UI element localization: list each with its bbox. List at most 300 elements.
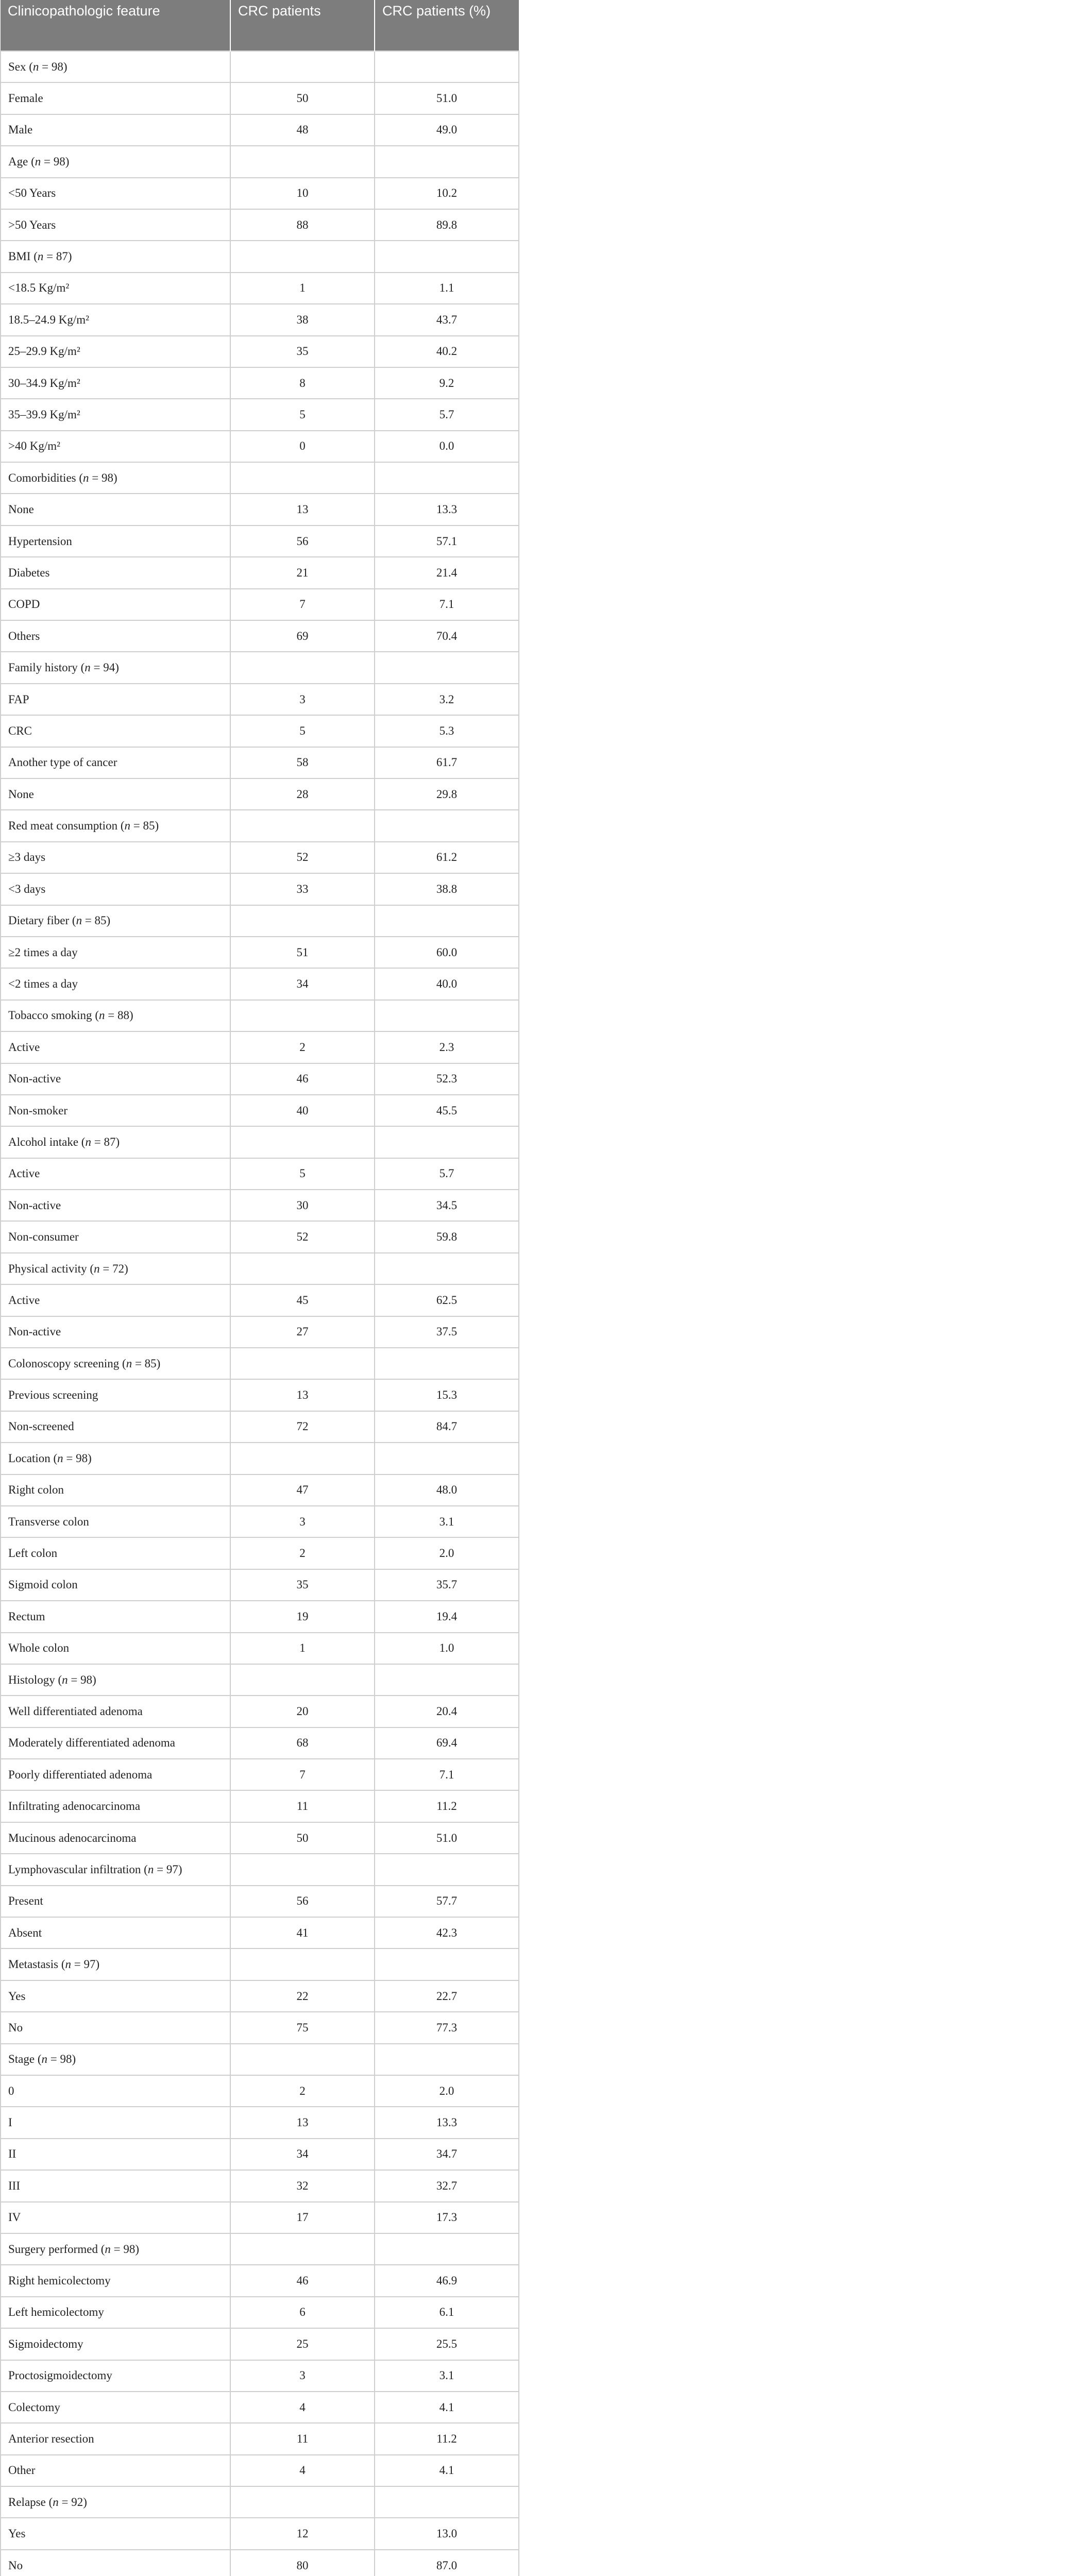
table-row bbox=[1, 873, 519, 905]
row-count: 50 bbox=[230, 82, 375, 114]
row-label: Sigmoidectomy bbox=[1, 2328, 230, 2360]
row-count: 40 bbox=[230, 1095, 375, 1126]
n-value: 97 bbox=[166, 1862, 178, 1876]
table-row bbox=[1, 2297, 519, 2328]
empty-cell bbox=[375, 2486, 519, 2518]
section-row bbox=[1, 652, 519, 683]
row-percent: 2.3 bbox=[375, 1031, 519, 1063]
row-percent: 5.3 bbox=[375, 715, 519, 747]
n-prefix: ( bbox=[92, 1009, 99, 1022]
row-percent: 77.3 bbox=[375, 2012, 519, 2043]
row-percent: 7.1 bbox=[375, 589, 519, 620]
row-count: 80 bbox=[230, 2550, 375, 2576]
section-row bbox=[1, 810, 519, 841]
empty-cell bbox=[375, 241, 519, 272]
n-equals: = bbox=[90, 661, 104, 674]
row-count: 41 bbox=[230, 1917, 375, 1948]
empty-cell bbox=[230, 146, 375, 177]
n-symbol: n bbox=[124, 819, 130, 833]
row-label: III bbox=[1, 2170, 230, 2201]
row-percent: 37.5 bbox=[375, 1316, 519, 1348]
row-count: 48 bbox=[230, 114, 375, 146]
row-percent: 32.7 bbox=[375, 2170, 519, 2201]
row-percent: 40.0 bbox=[375, 968, 519, 999]
n-suffix: ) bbox=[115, 661, 119, 674]
table-row bbox=[1, 2012, 519, 2043]
row-percent: 38.8 bbox=[375, 873, 519, 905]
table-row bbox=[1, 82, 519, 114]
row-count: 32 bbox=[230, 2170, 375, 2201]
row-percent: 52.3 bbox=[375, 1063, 519, 1095]
n-equals: = bbox=[82, 914, 95, 927]
section-title: Dietary fiber bbox=[8, 914, 70, 927]
n-equals: = bbox=[67, 1673, 81, 1686]
table-row bbox=[1, 1601, 519, 1632]
row-count: 3 bbox=[230, 684, 375, 715]
row-count: 35 bbox=[230, 1569, 375, 1601]
row-label: Hypertension bbox=[1, 526, 230, 557]
table-row bbox=[1, 2202, 519, 2233]
n-prefix: ( bbox=[50, 1451, 58, 1465]
n-value: 72 bbox=[112, 1262, 125, 1275]
row-percent: 57.1 bbox=[375, 526, 519, 557]
section-label bbox=[1, 905, 230, 937]
table-row bbox=[1, 684, 519, 715]
row-percent: 70.4 bbox=[375, 620, 519, 652]
table-row bbox=[1, 1696, 519, 1727]
empty-cell bbox=[375, 1000, 519, 1031]
n-prefix: ( bbox=[26, 60, 33, 73]
row-count: 0 bbox=[230, 431, 375, 462]
row-percent: 1.0 bbox=[375, 1633, 519, 1664]
section-row bbox=[1, 2486, 519, 2518]
table-row bbox=[1, 1569, 519, 1601]
empty-cell bbox=[230, 2044, 375, 2075]
section-title: Physical activity bbox=[8, 1262, 87, 1275]
n-equals: = bbox=[91, 1135, 104, 1148]
header-row bbox=[1, 0, 519, 51]
section-row bbox=[1, 2044, 519, 2075]
empty-cell bbox=[375, 462, 519, 494]
row-label: Non-consumer bbox=[1, 1221, 230, 1252]
table-row bbox=[1, 968, 519, 999]
row-label: No bbox=[1, 2550, 230, 2576]
table-row bbox=[1, 1727, 519, 1759]
row-percent: 87.0 bbox=[375, 2550, 519, 2576]
row-percent: 46.9 bbox=[375, 2265, 519, 2296]
table-row bbox=[1, 1790, 519, 1822]
row-count: 69 bbox=[230, 620, 375, 652]
section-title: Comorbidities bbox=[8, 471, 76, 484]
table-row bbox=[1, 431, 519, 462]
empty-cell bbox=[230, 51, 375, 82]
row-label: Non-screened bbox=[1, 1411, 230, 1443]
row-count: 12 bbox=[230, 2518, 375, 2549]
row-percent: 3.1 bbox=[375, 2360, 519, 2392]
n-prefix: ( bbox=[141, 1862, 148, 1876]
row-label: Right colon bbox=[1, 1475, 230, 1506]
row-label: <18.5 Kg/m² bbox=[1, 273, 230, 304]
empty-cell bbox=[230, 462, 375, 494]
row-count: 20 bbox=[230, 1696, 375, 1727]
row-count: 13 bbox=[230, 2107, 375, 2138]
table-row bbox=[1, 1221, 519, 1252]
row-count: 75 bbox=[230, 2012, 375, 2043]
section-title: Red meat consumption bbox=[8, 819, 118, 833]
table-row bbox=[1, 589, 519, 620]
n-prefix: ( bbox=[78, 1135, 86, 1148]
empty-cell bbox=[375, 1253, 519, 1284]
table-row bbox=[1, 2170, 519, 2201]
table-row bbox=[1, 1379, 519, 1411]
row-percent: 20.4 bbox=[375, 1696, 519, 1727]
empty-cell bbox=[375, 810, 519, 841]
table-row bbox=[1, 494, 519, 525]
section-label bbox=[1, 2044, 230, 2075]
section-title: Metastasis bbox=[8, 1958, 59, 1971]
row-label: Male bbox=[1, 114, 230, 146]
row-count: 34 bbox=[230, 2139, 375, 2170]
row-label: Well differentiated adenoma bbox=[1, 1696, 230, 1727]
n-symbol: n bbox=[37, 250, 44, 263]
table-row bbox=[1, 367, 519, 399]
row-label: Right hemicolectomy bbox=[1, 2265, 230, 2296]
row-label: CRC bbox=[1, 715, 230, 747]
n-value: 98 bbox=[102, 471, 114, 484]
table-row bbox=[1, 1190, 519, 1221]
row-label: <3 days bbox=[1, 873, 230, 905]
n-suffix: ) bbox=[129, 1009, 133, 1022]
row-percent: 51.0 bbox=[375, 1822, 519, 1854]
n-prefix: ( bbox=[35, 2053, 42, 2066]
n-suffix: ) bbox=[156, 1357, 161, 1370]
n-value: 88 bbox=[117, 1009, 129, 1022]
row-percent: 57.7 bbox=[375, 1886, 519, 1917]
n-value: 87 bbox=[104, 1135, 116, 1148]
row-count: 51 bbox=[230, 937, 375, 968]
section-title: Lymphovascular infiltration bbox=[8, 1862, 141, 1876]
row-count: 7 bbox=[230, 589, 375, 620]
row-percent: 11.2 bbox=[375, 2423, 519, 2454]
n-equals: = bbox=[41, 155, 54, 168]
n-equals: = bbox=[130, 819, 143, 833]
row-count: 1 bbox=[230, 273, 375, 304]
empty-cell bbox=[230, 1664, 375, 1696]
n-equals: = bbox=[154, 1862, 166, 1876]
n-value: 85 bbox=[144, 1357, 157, 1370]
table-row bbox=[1, 715, 519, 747]
row-percent: 34.5 bbox=[375, 1190, 519, 1221]
n-equals: = bbox=[132, 1357, 145, 1370]
row-percent: 35.7 bbox=[375, 1569, 519, 1601]
table-row bbox=[1, 209, 519, 241]
n-suffix: ) bbox=[95, 1958, 100, 1971]
row-percent: 7.1 bbox=[375, 1759, 519, 1790]
row-count: 13 bbox=[230, 1379, 375, 1411]
empty-cell bbox=[375, 146, 519, 177]
table-row bbox=[1, 1537, 519, 1569]
section-label bbox=[1, 652, 230, 683]
n-value: 94 bbox=[103, 661, 115, 674]
n-prefix: ( bbox=[30, 250, 38, 263]
section-label bbox=[1, 1443, 230, 1474]
row-count: 7 bbox=[230, 1759, 375, 1790]
row-label: Yes bbox=[1, 1980, 230, 2012]
n-symbol: n bbox=[35, 155, 41, 168]
n-symbol: n bbox=[65, 1958, 72, 1971]
section-label bbox=[1, 1854, 230, 1885]
row-label: Proctosigmoidectomy bbox=[1, 2360, 230, 2392]
n-suffix: ) bbox=[92, 1673, 96, 1686]
section-label bbox=[1, 2233, 230, 2265]
empty-cell bbox=[375, 1664, 519, 1696]
row-count: 21 bbox=[230, 557, 375, 588]
n-equals: = bbox=[71, 1958, 84, 1971]
n-symbol: n bbox=[147, 1862, 154, 1876]
row-count: 27 bbox=[230, 1316, 375, 1348]
table-row bbox=[1, 336, 519, 367]
empty-cell bbox=[230, 1443, 375, 1474]
table-row bbox=[1, 2139, 519, 2170]
row-label: No bbox=[1, 2012, 230, 2043]
table-row bbox=[1, 1980, 519, 2012]
n-prefix: ( bbox=[117, 819, 125, 833]
row-percent: 43.7 bbox=[375, 304, 519, 335]
row-label: Other bbox=[1, 2455, 230, 2486]
table-container bbox=[0, 0, 518, 2576]
table-row bbox=[1, 526, 519, 557]
row-count: 25 bbox=[230, 2328, 375, 2360]
empty-cell bbox=[230, 2233, 375, 2265]
row-label: II bbox=[1, 2139, 230, 2170]
row-count: 4 bbox=[230, 2392, 375, 2423]
table-row bbox=[1, 1475, 519, 1506]
section-row bbox=[1, 462, 519, 494]
table-row bbox=[1, 114, 519, 146]
section-row bbox=[1, 1000, 519, 1031]
row-label: Left hemicolectomy bbox=[1, 2297, 230, 2328]
row-label: 18.5–24.9 Kg/m² bbox=[1, 304, 230, 335]
row-label: Anterior resection bbox=[1, 2423, 230, 2454]
row-label: Rectum bbox=[1, 1601, 230, 1632]
section-title: Sex bbox=[8, 60, 26, 73]
header-feature: Clinicopathologic feature bbox=[1, 0, 230, 51]
row-label: Left colon bbox=[1, 1537, 230, 1569]
table-row bbox=[1, 1886, 519, 1917]
row-count: 5 bbox=[230, 399, 375, 430]
row-label: IV bbox=[1, 2202, 230, 2233]
row-label: Mucinous adenocarcinoma bbox=[1, 1822, 230, 1854]
table-row bbox=[1, 620, 519, 652]
table-row bbox=[1, 2328, 519, 2360]
n-equals: = bbox=[63, 1451, 76, 1465]
row-percent: 45.5 bbox=[375, 1095, 519, 1126]
section-label bbox=[1, 146, 230, 177]
section-label bbox=[1, 2486, 230, 2518]
row-count: 56 bbox=[230, 1886, 375, 1917]
n-symbol: n bbox=[84, 661, 91, 674]
section-label bbox=[1, 241, 230, 272]
row-label: ≥3 days bbox=[1, 842, 230, 873]
row-label: Active bbox=[1, 1158, 230, 1190]
n-value: 85 bbox=[143, 819, 155, 833]
n-symbol: n bbox=[62, 1673, 68, 1686]
row-label: None bbox=[1, 778, 230, 810]
section-label bbox=[1, 1253, 230, 1284]
n-suffix: ) bbox=[88, 1451, 92, 1465]
table-row bbox=[1, 1411, 519, 1443]
row-percent: 13.3 bbox=[375, 2107, 519, 2138]
row-percent: 5.7 bbox=[375, 399, 519, 430]
row-label: Colectomy bbox=[1, 2392, 230, 2423]
n-value: 98 bbox=[76, 1451, 88, 1465]
n-symbol: n bbox=[105, 2242, 111, 2256]
empty-cell bbox=[375, 1948, 519, 1980]
row-percent: 25.5 bbox=[375, 2328, 519, 2360]
row-label: Yes bbox=[1, 2518, 230, 2549]
row-count: 34 bbox=[230, 968, 375, 999]
row-percent: 89.8 bbox=[375, 209, 519, 241]
row-label: Transverse colon bbox=[1, 1506, 230, 1537]
n-symbol: n bbox=[76, 914, 82, 927]
row-percent: 21.4 bbox=[375, 557, 519, 588]
table-row bbox=[1, 2518, 519, 2549]
table-row bbox=[1, 2360, 519, 2392]
row-percent: 0.0 bbox=[375, 431, 519, 462]
section-title: BMI bbox=[8, 250, 31, 263]
row-percent: 13.3 bbox=[375, 494, 519, 525]
row-label: Infiltrating adenocarcinoma bbox=[1, 1790, 230, 1822]
section-row bbox=[1, 1854, 519, 1885]
row-count: 46 bbox=[230, 1063, 375, 1095]
row-label: Present bbox=[1, 1886, 230, 1917]
row-count: 11 bbox=[230, 1790, 375, 1822]
empty-cell bbox=[230, 1854, 375, 1885]
n-symbol: n bbox=[126, 1357, 132, 1370]
n-equals: = bbox=[105, 1009, 117, 1022]
n-equals: = bbox=[89, 471, 102, 484]
row-percent: 34.7 bbox=[375, 2139, 519, 2170]
section-row bbox=[1, 1948, 519, 1980]
empty-cell bbox=[230, 1948, 375, 1980]
row-count: 13 bbox=[230, 494, 375, 525]
row-percent: 3.1 bbox=[375, 1506, 519, 1537]
row-count: 30 bbox=[230, 1190, 375, 1221]
section-title: Histology bbox=[8, 1673, 55, 1686]
row-count: 5 bbox=[230, 1158, 375, 1190]
row-count: 50 bbox=[230, 1822, 375, 1854]
empty-cell bbox=[375, 2044, 519, 2075]
n-suffix: ) bbox=[178, 1862, 182, 1876]
row-label: Absent bbox=[1, 1917, 230, 1948]
empty-cell bbox=[230, 652, 375, 683]
table-row bbox=[1, 2265, 519, 2296]
row-count: 46 bbox=[230, 2265, 375, 2296]
n-suffix: ) bbox=[106, 914, 111, 927]
n-suffix: ) bbox=[83, 2495, 87, 2509]
n-suffix: ) bbox=[155, 819, 159, 833]
row-count: 72 bbox=[230, 1411, 375, 1443]
row-percent: 2.0 bbox=[375, 1537, 519, 1569]
n-prefix: ( bbox=[28, 155, 35, 168]
n-suffix: ) bbox=[67, 250, 72, 263]
n-equals: = bbox=[110, 2242, 124, 2256]
row-label: Whole colon bbox=[1, 1633, 230, 1664]
row-count: 6 bbox=[230, 2297, 375, 2328]
section-row bbox=[1, 2233, 519, 2265]
n-prefix: ( bbox=[77, 661, 85, 674]
row-label: ≥2 times a day bbox=[1, 937, 230, 968]
empty-cell bbox=[230, 241, 375, 272]
section-label bbox=[1, 1000, 230, 1031]
row-count: 8 bbox=[230, 367, 375, 399]
empty-cell bbox=[230, 2486, 375, 2518]
row-count: 1 bbox=[230, 1633, 375, 1664]
n-suffix: ) bbox=[65, 155, 70, 168]
row-label: Non-active bbox=[1, 1063, 230, 1095]
n-symbol: n bbox=[53, 2495, 59, 2509]
table-row bbox=[1, 2550, 519, 2576]
n-value: 87 bbox=[56, 250, 68, 263]
n-value: 98 bbox=[51, 60, 63, 73]
table-row bbox=[1, 2455, 519, 2486]
row-count: 3 bbox=[230, 1506, 375, 1537]
table-row bbox=[1, 1284, 519, 1316]
section-title: Colonoscopy screening bbox=[8, 1357, 120, 1370]
row-label: None bbox=[1, 494, 230, 525]
row-count: 10 bbox=[230, 178, 375, 209]
row-percent: 2.0 bbox=[375, 2075, 519, 2107]
n-prefix: ( bbox=[97, 2242, 105, 2256]
row-count: 2 bbox=[230, 2075, 375, 2107]
empty-cell bbox=[375, 2233, 519, 2265]
empty-cell bbox=[230, 1348, 375, 1379]
row-label: Active bbox=[1, 1284, 230, 1316]
section-title: Relapse bbox=[8, 2495, 46, 2509]
table-row bbox=[1, 178, 519, 209]
section-label bbox=[1, 1664, 230, 1696]
n-symbol: n bbox=[85, 1135, 91, 1148]
row-percent: 60.0 bbox=[375, 937, 519, 968]
row-count: 19 bbox=[230, 1601, 375, 1632]
row-label: Previous screening bbox=[1, 1379, 230, 1411]
row-percent: 10.2 bbox=[375, 178, 519, 209]
table-row bbox=[1, 842, 519, 873]
row-percent: 4.1 bbox=[375, 2392, 519, 2423]
row-label: <2 times a day bbox=[1, 968, 230, 999]
row-percent: 9.2 bbox=[375, 367, 519, 399]
n-symbol: n bbox=[94, 1262, 100, 1275]
empty-cell bbox=[375, 51, 519, 82]
section-title: Surgery performed bbox=[8, 2242, 98, 2256]
empty-cell bbox=[230, 1126, 375, 1158]
n-prefix: ( bbox=[45, 2495, 53, 2509]
section-title: Stage bbox=[8, 2053, 35, 2066]
row-percent: 22.7 bbox=[375, 1980, 519, 2012]
row-label: Diabetes bbox=[1, 557, 230, 588]
empty-cell bbox=[230, 1253, 375, 1284]
row-percent: 48.0 bbox=[375, 1475, 519, 1506]
section-label bbox=[1, 462, 230, 494]
n-value: 98 bbox=[53, 155, 65, 168]
section-title: Family history bbox=[8, 661, 78, 674]
n-symbol: n bbox=[57, 1451, 63, 1465]
n-suffix: ) bbox=[115, 1135, 120, 1148]
row-percent: 42.3 bbox=[375, 1917, 519, 1948]
n-symbol: n bbox=[32, 60, 39, 73]
n-prefix: ( bbox=[58, 1958, 65, 1971]
n-suffix: ) bbox=[135, 2242, 140, 2256]
